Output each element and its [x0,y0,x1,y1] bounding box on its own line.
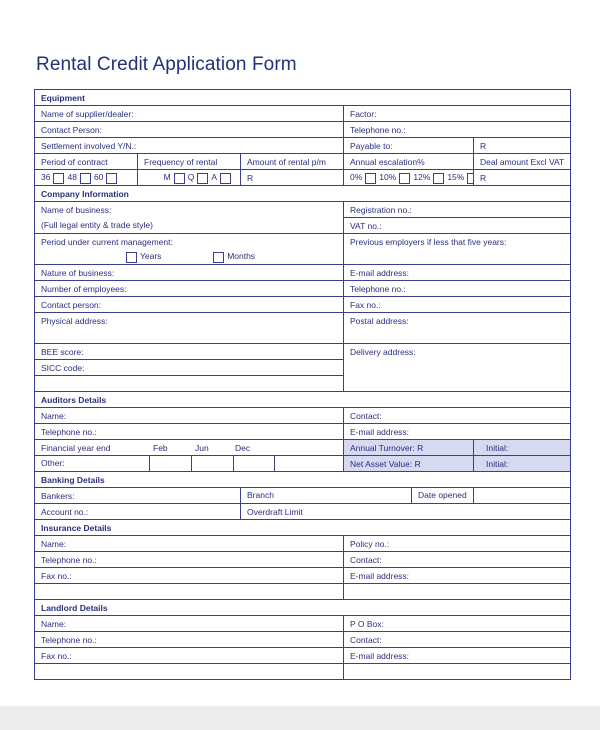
bee-score-field[interactable]: BEE score: [35,344,344,360]
esc-12-checkbox[interactable] [433,173,444,184]
period-48-checkbox[interactable] [80,173,91,184]
escalation-options [344,170,474,186]
turnover-initial-field[interactable] [474,440,571,456]
freq-a-label: A [211,172,217,183]
landlord-spacer-left [35,664,344,680]
period-options [35,170,138,186]
postal-address-field[interactable]: Postal address: [344,313,571,329]
period-36-label: 36 [41,172,51,183]
other-jun-cell[interactable] [192,456,234,471]
physical-address-field[interactable]: Physical address: [35,313,344,329]
other-extra-cell[interactable] [275,456,343,471]
freq-q-label: Q [187,172,195,183]
months-label: Months [227,251,256,262]
company-fax-field[interactable]: Fax no.: [344,297,571,313]
policy-number-field[interactable]: Policy no.: [344,536,571,552]
fye-dec-label: Dec [235,442,251,453]
fye-jun-label: Jun [195,442,209,453]
esc-15-checkbox[interactable] [467,173,473,184]
other-feb-cell[interactable] [150,456,192,471]
previous-employers-field[interactable]: Previous employers if less that five years: [344,234,571,250]
esc-12-label: 12% [413,172,431,183]
nature-field[interactable]: Nature of business: [35,265,344,281]
turnover-initial-label: Initial: [486,442,509,453]
years-checkbox[interactable] [126,252,137,263]
delivery-address-field[interactable]: Delivery address: [344,344,571,360]
period-48-label: 48 [67,172,77,183]
previous-employers-space[interactable] [344,249,571,265]
esc-0-label: 0% [350,172,363,183]
date-opened-field[interactable] [474,488,571,504]
section-equipment: Equipment [35,90,571,106]
payable-amount-field[interactable]: R [474,138,571,154]
esc-0-checkbox[interactable] [365,173,376,184]
company-telephone-field[interactable]: Telephone no.: [344,281,571,297]
registration-field[interactable]: Registration no.: [344,202,571,218]
period-60-label: 60 [93,172,104,183]
delivery-address-space[interactable] [344,360,571,376]
sicc-code-field[interactable]: SICC code: [35,360,344,376]
period-36-checkbox[interactable] [53,173,64,184]
branch-label: Branch [241,488,412,503]
amount-label: Amount of rental p/m [241,154,344,170]
employees-field[interactable]: Number of employees: [35,281,344,297]
management-period-field[interactable]: Period under current management: [35,234,344,250]
section-auditors: Auditors Details [35,392,571,408]
application-form-table [34,89,571,680]
rental-amount-field[interactable]: R [241,170,344,186]
other-label: Other: [35,456,150,471]
net-asset-value-field[interactable]: Net Asset Value: R [344,456,474,472]
account-number-field[interactable]: Account no.: [35,504,241,520]
insurance-name-field[interactable]: Name: [35,536,344,552]
payable-field[interactable]: Payable to: [344,138,474,154]
bankers-field[interactable]: Bankers: [35,488,241,504]
section-company: Company Information [35,186,571,202]
insurance-contact-field[interactable]: Contact: [344,552,571,568]
period-of-contract-label: Period of contract [35,154,138,170]
landlord-fax-field[interactable]: Fax no.: [35,648,344,664]
landlord-contact-field[interactable]: Contact: [344,632,571,648]
factor-field[interactable]: Factor: [344,106,571,122]
auditor-contact-field[interactable]: Contact: [344,408,571,424]
fye-label: Financial year end [41,442,111,453]
months-checkbox[interactable] [213,252,224,263]
freq-a-checkbox[interactable] [220,173,231,184]
delivery-address-space-2[interactable] [344,376,571,392]
deal-amount-label: Deal amount Excl VAT [474,154,571,170]
other-dec-cell[interactable] [234,456,275,471]
years-label: Years [140,251,162,262]
section-insurance: Insurance Details [35,520,571,536]
freq-q-checkbox[interactable] [197,173,208,184]
landlord-pobox-field[interactable]: P O Box: [344,616,571,632]
form-title: Rental Credit Application Form [36,54,297,75]
auditor-email-field[interactable]: E-mail address: [344,424,571,440]
date-opened-label: Date opened [418,490,467,500]
section-landlord: Landlord Details [35,600,571,616]
legal-entity-note: (Full legal entity & trade style) [35,218,344,234]
postal-address-space[interactable] [344,328,571,344]
equipment-contact-field[interactable]: Contact Person: [35,122,344,138]
vat-field[interactable]: VAT no.: [344,218,571,234]
other-row [35,456,344,472]
fye-feb-label: Feb [153,442,168,453]
insurance-fax-field[interactable]: Fax no.: [35,568,344,584]
auditor-name-field[interactable]: Name: [35,408,344,424]
insurance-spacer-left [35,584,344,600]
section-banking: Banking Details [35,472,571,488]
landlord-email-field[interactable]: E-mail address: [344,648,571,664]
nav-initial-label: Initial: [486,458,509,469]
esc-10-label: 10% [379,172,397,183]
esc-15-label: 15% [447,172,465,183]
escalation-label: Annual escalation% [344,154,474,170]
landlord-name-field[interactable]: Name: [35,616,344,632]
insurance-spacer-right [344,584,571,600]
company-email-field[interactable]: E-mail address: [344,265,571,281]
insurance-telephone-field[interactable]: Telephone no.: [35,552,344,568]
overdraft-limit-field[interactable]: Overdraft Limit [241,504,571,520]
insurance-email-field[interactable]: E-mail address: [344,568,571,584]
auditor-telephone-field[interactable]: Telephone no.: [35,424,344,440]
period-60-checkbox[interactable] [106,173,117,184]
sicc-space[interactable] [35,376,344,392]
freq-m-checkbox[interactable] [174,173,185,184]
settlement-field[interactable]: Settlement involved Y/N.: [35,138,344,154]
annual-turnover-field[interactable]: Annual Turnover: R [344,440,474,456]
page-bottom-band [0,706,600,730]
management-duration [35,249,344,265]
company-contact-field[interactable]: Contact person: [35,297,344,313]
physical-address-space[interactable] [35,328,344,344]
business-name-field[interactable]: Name of business: [35,202,344,218]
esc-10-checkbox[interactable] [399,173,410,184]
frequency-label: Frequency of rental [138,154,241,170]
equipment-telephone-field[interactable]: Telephone no.: [344,122,571,138]
landlord-spacer-right [344,664,571,680]
financial-year-end-row [35,440,344,456]
landlord-telephone-field[interactable]: Telephone no.: [35,632,344,648]
frequency-options [138,170,241,186]
branch-field[interactable] [241,488,474,504]
nav-initial-field[interactable] [474,456,571,472]
deal-amount-field[interactable]: R [474,170,571,186]
supplier-field[interactable]: Name of supplier/dealer: [35,106,344,122]
freq-m-label: M [163,172,171,183]
